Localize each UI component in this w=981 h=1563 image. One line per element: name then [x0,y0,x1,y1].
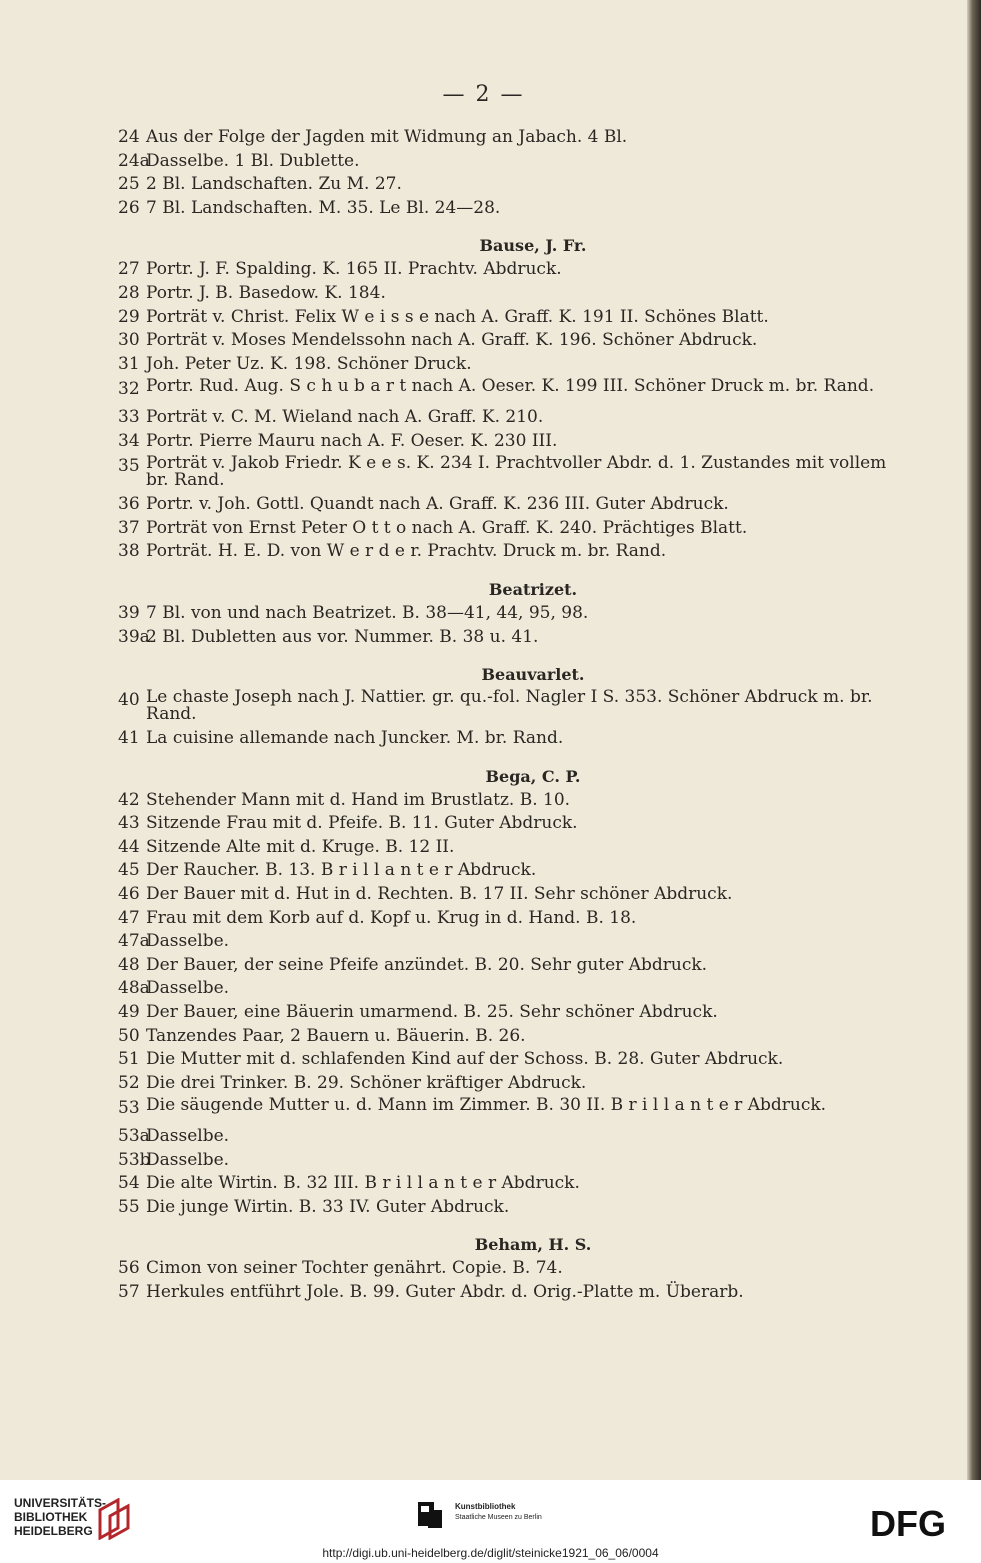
entry-number: 34 [118,430,140,451]
entry-number: 39a [118,626,150,647]
entry-number: 29 [118,306,140,327]
catalog-entry [118,626,888,650]
section-heading: Beham, H. S. [474,1235,592,1255]
page-number: — 2 — [442,82,525,107]
entry-text: Portr. Pierre Mauru nach A. F. Oeser. K. 230 III. [146,430,558,451]
dfg-logo-icon [870,1506,970,1542]
entry-text: Die drei Trinker. B. 29. Schöner kräftiger Abdruck. [146,1072,587,1093]
catalog-entry [118,1001,888,1025]
entry-number: 31 [118,353,140,374]
entry-text: 2 Bl. Landschaften. Zu M. 27. [146,174,402,195]
university-line-3: HEIDELBERG [14,1524,93,1538]
catalog-entry [118,126,888,150]
catalog-entry [118,1172,888,1196]
entry-text: Cimon von seiner Tochter genährt. Copie. B. 74. [146,1258,563,1279]
entry-number: 47a [118,931,150,952]
catalog-entry [118,977,888,1001]
entry-number: 43 [118,813,140,834]
entry-text: Herkules entführt Jole. B. 99. Guter Abdr. d. Orig.-Platte m. Überarb. [146,1281,744,1302]
kunstbibliothek-logo-icon [418,1502,448,1530]
entry-text: Der Bauer, der seine Pfeife anzündet. B. 20. Sehr guter Abdruck. [146,954,708,975]
entry-text: La cuisine allemande nach Juncker. M. br. Rand. [146,728,564,749]
entry-text: Dasselbe. 1 Bl. Dublette. [146,150,360,171]
entry-text: Die säugende Mutter u. d. Mann im Zimmer. B. 30 II. B r i l l a n t e r Abdruck. [146,1095,827,1116]
entry-number: 26 [118,197,140,218]
entry-text: Die junge Wirtin. B. 33 IV. Guter Abdruck. [146,1196,510,1217]
entry-text: Der Bauer mit d. Hut in d. Rechten. B. 17 II. Sehr schöner Abdruck. [146,884,733,905]
catalog-entry [118,954,888,978]
entry-number: 35 [118,456,140,477]
entry-number: 24a [118,150,150,171]
entry-number: 36 [118,494,140,515]
catalog-entry [118,727,888,751]
entry-number: 37 [118,517,140,538]
catalog-entry [118,1097,888,1121]
entry-number: 53a [118,1126,150,1146]
entry-text: Sitzende Frau mit d. Pfeife. B. 11. Guter Abdruck. [146,813,578,834]
entry-number: 32 [118,379,140,400]
entry-text: 2 Bl. Dubletten aus vor. Nummer. B. 38 u. 41. [146,626,539,647]
entry-number: 24 [118,127,140,147]
entry-text: Portr. J. F. Spalding. K. 165 II. Prachtv. Abdruck. [146,259,562,280]
catalog-entry [118,430,888,454]
university-line-1: UNIVERSITÄTS- [14,1496,107,1510]
entry-number: 55 [118,1196,140,1217]
entry-text: Le chaste Joseph nach J. Nattier. gr. qu.-fol. Nagler I S. 353. Schöner Abdruck m. br. Rand. [146,687,873,725]
entry-number: 44 [118,836,140,857]
entry-text: Portr. Rud. Aug. S c h u b a r t nach A. Oeser. K. 199 III. Schöner Druck m. br. Rand. [146,376,875,397]
entry-text: Portr. v. Joh. Gottl. Quandt nach A. Graff. K. 236 III. Guter Abdruck. [146,494,729,515]
entry-text: Frau mit dem Korb auf d. Kopf u. Krug in d. Hand. B. 18. [146,907,637,928]
entry-number: 40 [118,690,140,711]
catalog-entry [118,1149,888,1173]
catalog-entry [118,197,888,221]
entry-text: Portr. J. B. Basedow. K. 184. [146,282,386,303]
catalog-text [118,126,888,1305]
catalog-entry [118,353,888,377]
section-heading: Bause, J. Fr. [479,236,587,256]
catalog-entry [118,1048,888,1072]
entry-number: 38 [118,541,140,562]
catalog-entry [118,406,888,430]
entry-number: 46 [118,884,140,905]
catalog-entry [118,1196,888,1220]
entry-text: Der Bauer, eine Bäuerin umarmend. B. 25. Sehr schöner Abdruck. [146,1002,718,1023]
catalog-entry [118,173,888,197]
kunstbibliothek-title: Kunstbibliothek [455,1502,516,1511]
entry-text: Porträt v. C. M. Wieland nach A. Graff. K. 210. [146,406,544,427]
entry-text: Stehender Mann mit d. Hand im Brustlatz. B. 10. [146,789,571,810]
section-heading: Bega, C. P. [485,766,581,786]
entry-text: Porträt von Ernst Peter O t t o nach A. Graff. K. 240. Prächtiges Blatt. [146,517,748,538]
section-heading: Beatrizet. [488,579,578,599]
scan-edge [967,0,981,1480]
entry-text: Die Mutter mit d. schlafenden Kind auf der Schoss. B. 28. Guter Abdruck. [146,1049,784,1070]
footer-bar [0,1480,981,1563]
kunstbibliothek-subtitle: Staatliche Museen zu Berlin [455,1514,542,1521]
entry-number: 25 [118,174,140,195]
kunstbibliothek-label [455,1502,542,1523]
catalog-entry [118,812,888,836]
entry-text: 7 Bl. von und nach Beatrizet. B. 38—41, 44, 95, 98. [146,602,589,623]
catalog-entry [118,883,888,907]
section-heading: Beauvarlet. [481,665,585,685]
entry-text: Dasselbe. [146,931,230,952]
entry-text: Dasselbe. [146,1149,230,1170]
entry-number: 33 [118,406,140,427]
entry-number: 56 [118,1258,140,1279]
catalog-entry [118,258,888,282]
entry-number: 48 [118,954,140,975]
entry-number: 54 [118,1173,140,1194]
catalog-entry [118,329,888,353]
entry-text: Porträt v. Jakob Friedr. K e e s. K. 234 I. Prachtvoller Abdr. d. 1. Zustandes mit vollem br. Rand. [146,453,887,491]
catalog-entry [118,907,888,931]
entry-text: Joh. Peter Uz. K. 198. Schöner Druck. [146,353,472,374]
catalog-entry [118,930,888,954]
catalog-entry [118,517,888,541]
entry-number: 51 [118,1049,140,1070]
entry-number: 45 [118,860,140,881]
entry-number: 47 [118,907,140,928]
catalog-entry [118,306,888,330]
entry-number: 52 [118,1072,140,1093]
entry-number: 27 [118,259,140,280]
catalog-entry [118,1072,888,1096]
university-library-name [14,1496,106,1538]
entry-text: Dasselbe. [146,1126,230,1146]
entry-text: Porträt v. Christ. Felix W e i s s e nach A. Graff. K. 191 II. Schönes Blatt. [146,306,769,327]
catalog-entry [118,789,888,813]
entry-number: 53b [118,1149,151,1170]
catalog-entry [118,1281,888,1305]
catalog-entry [118,378,888,402]
catalog-entry [118,150,888,174]
catalog-entry [118,689,888,723]
entry-number: 57 [118,1281,140,1302]
university-line-2: BIBLIOTHEK [14,1510,88,1524]
entry-text: 7 Bl. Landschaften. M. 35. Le Bl. 24—28. [146,197,501,218]
entry-number: 30 [118,330,140,351]
catalog-entry [118,282,888,306]
entry-number: 53 [118,1098,140,1119]
source-url[interactable]: http://digi.ub.uni-heidelberg.de/diglit/steinicke1921_06_06/0004 [322,1546,659,1560]
entry-number: 42 [118,789,140,810]
entry-number: 41 [118,728,140,749]
dfg-logo-text: DFG [870,1506,946,1542]
entry-number: 50 [118,1025,140,1046]
entry-text: Aus der Folge der Jagden mit Widmung an Jabach. 4 Bl. [146,127,628,147]
entry-text: Sitzende Alte mit d. Kruge. B. 12 II. [146,836,455,857]
entry-text: Tanzendes Paar, 2 Bauern u. Bäuerin. B. 26. [146,1025,526,1046]
entry-number: 28 [118,282,140,303]
entry-number: 48a [118,978,150,999]
entry-text: Porträt v. Moses Mendelssohn nach A. Graff. K. 196. Schöner Abdruck. [146,330,758,351]
catalog-entry [118,1257,888,1281]
catalog-entry [118,602,888,626]
catalog-entry [118,455,888,489]
catalog-entry [118,1125,888,1149]
entry-text: Porträt. H. E. D. von W e r d e r. Prachtv. Druck m. br. Rand. [146,541,667,562]
catalog-entry [118,493,888,517]
catalog-entry [118,1025,888,1049]
entry-number: 49 [118,1002,140,1023]
entry-number: 39 [118,602,140,623]
catalog-entry [118,859,888,883]
catalog-entry [118,540,888,564]
entry-text: Dasselbe. [146,978,230,999]
entry-text: Der Raucher. B. 13. B r i l l a n t e r Abdruck. [146,860,537,881]
university-logo-icon [98,1498,134,1540]
entry-text: Die alte Wirtin. B. 32 III. B r i l l a n t e r Abdruck. [146,1173,580,1194]
catalog-entry [118,836,888,860]
